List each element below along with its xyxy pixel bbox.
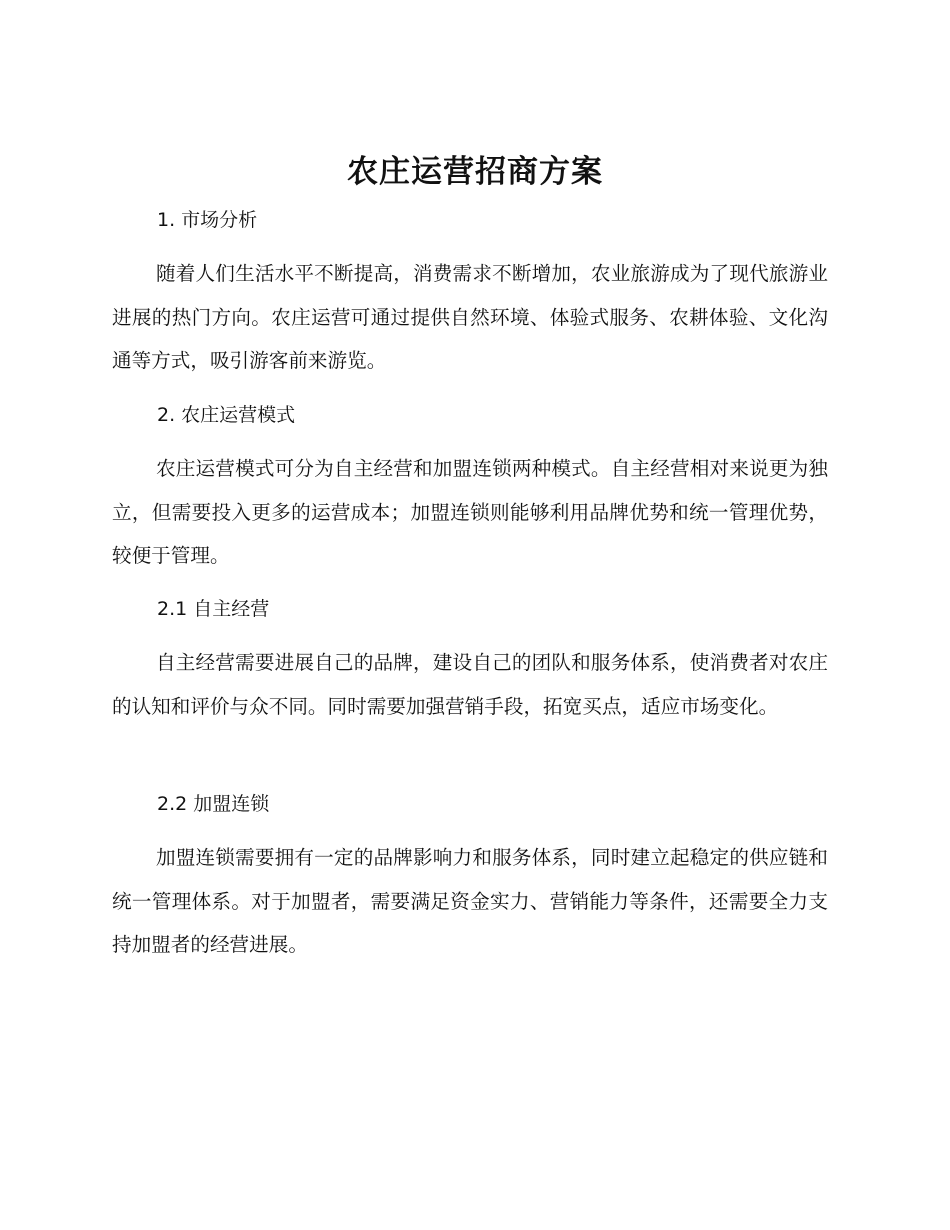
section-body-self-operated: 自主经营需要进展自己的品牌，建设自己的团队和服务体系，使消费者对农庄的认知和评价与众不同。同时需要加强营销手段，拓宽买点，适应市场变化。 bbox=[112, 651, 828, 718]
section-body-operation-mode: 农庄运营模式可分为自主经营和加盟连锁两种模式。自主经营相对来说更为独立，但需要投入更多的运营成本；加盟连锁则能够利用品牌优势和统一管理优势，较便于管理。 bbox=[112, 457, 828, 567]
section-heading-operation-mode: 2. 农庄运营模式 bbox=[157, 404, 296, 426]
section-heading-market-analysis: 1. 市场分析 bbox=[157, 209, 258, 231]
section-body-franchise: 加盟连锁需要拥有一定的品牌影响力和服务体系，同时建立起稳定的供应链和统一管理体系。对于加盟者，需要满足资金实力、营销能力等条件，还需要全力支持加盟者的经营进展。 bbox=[112, 846, 828, 956]
document-title: 农庄运营招商方案 bbox=[347, 154, 603, 190]
section-heading-franchise: 2.2 加盟连锁 bbox=[157, 793, 270, 815]
section-heading-self-operated: 2.1 自主经营 bbox=[157, 598, 270, 620]
section-body-market-analysis: 随着人们生活水平不断提高，消费需求不断增加，农业旅游成为了现代旅游业进展的热门方向。农庄运营可通过提供自然环境、体验式服务、农耕体验、文化沟通等方式，吸引游客前来游览。 bbox=[112, 262, 828, 372]
